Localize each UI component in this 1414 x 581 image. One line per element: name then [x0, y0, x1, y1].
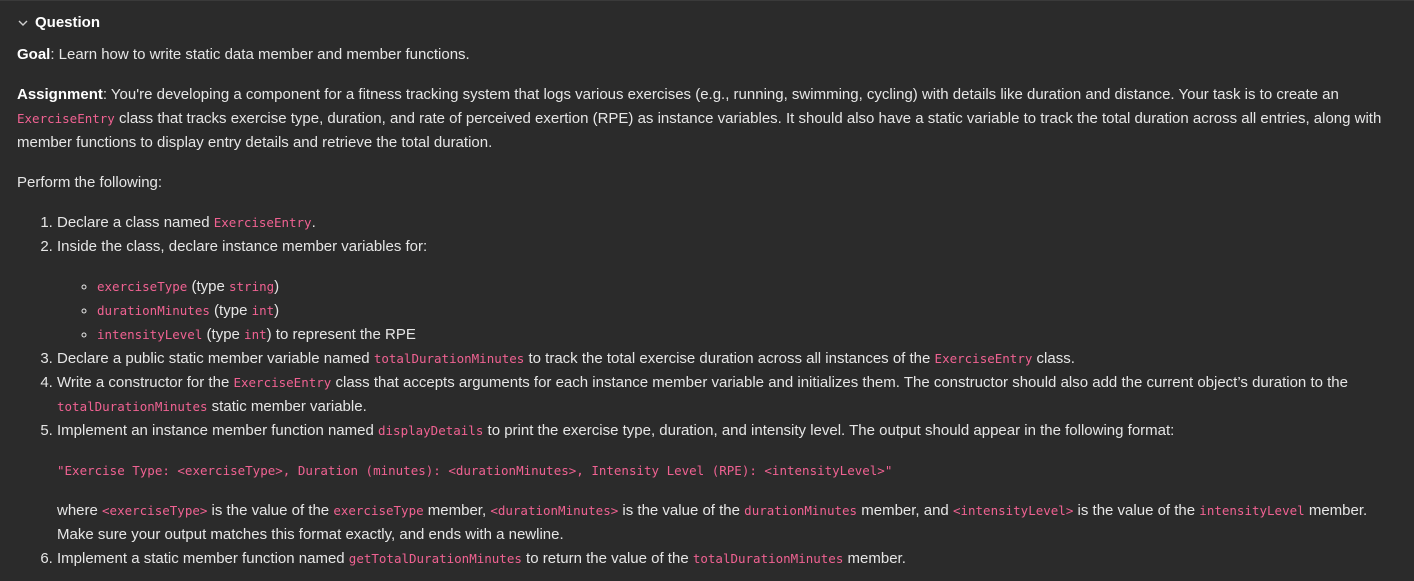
- code-member: intensityLevel: [1199, 503, 1305, 518]
- step-1: [57, 211, 1397, 235]
- step-text: ): [274, 278, 280, 295]
- code-class-name: ExerciseEntry: [934, 351, 1033, 366]
- code-placeholder: <exerciseType>: [102, 503, 208, 518]
- chevron-down-icon: [16, 16, 30, 30]
- step-text: member,: [423, 502, 491, 519]
- code-member: exerciseType: [333, 503, 424, 518]
- step-text: to print the exercise type, duration, and intensity level. The output should appear in the following format:: [483, 422, 1175, 439]
- question-content: [17, 43, 1397, 571]
- code-placeholder: <durationMinutes>: [490, 503, 619, 518]
- step-5: [57, 419, 1397, 547]
- question-toggle[interactable]: [16, 11, 100, 35]
- step-text: ) to represent the RPE: [266, 326, 416, 343]
- step-text: is the value of the: [207, 502, 334, 519]
- output-format: [57, 459, 1397, 483]
- step-text: .: [311, 214, 316, 231]
- step-4: [57, 371, 1397, 419]
- code-class-name: ExerciseEntry: [17, 111, 115, 126]
- code-member: totalDurationMinutes: [373, 351, 525, 366]
- goal-text: : Learn how to write static data member and member functions.: [50, 46, 470, 63]
- code-member: durationMinutes: [744, 503, 858, 518]
- step-6: [57, 547, 1397, 571]
- step-text: (type: [209, 302, 252, 319]
- steps-list: [17, 211, 1397, 571]
- assignment-text: : You're developing a component for a fitness tracking system that logs various exercises (e.g., running, swimming, cycling) with details like duration and distance. Your task is to create an: [102, 86, 1339, 103]
- step-text: member.: [843, 550, 906, 567]
- code-class-name: ExerciseEntry: [213, 215, 312, 230]
- step-2: [57, 235, 1397, 347]
- step-text: ): [274, 302, 280, 319]
- step-text: to track the total exercise duration across all instances of the: [524, 350, 935, 367]
- code-member: totalDurationMinutes: [692, 551, 844, 566]
- step-text: Declare a public static member variable named: [57, 350, 374, 367]
- output-format-code: "Exercise Type: <exerciseType>, Duration (minutes): <durationMinutes>, Intensity Level (RPE): <intensityLevel>": [57, 463, 893, 478]
- code-type: string: [229, 279, 275, 294]
- code-function: getTotalDurationMinutes: [348, 551, 522, 566]
- assignment-text: class that tracks exercise type, duration, and rate of perceived exertion (RPE) as instance variables. It should also have a static variable to track the total duration across all entries, along with member functions to display entry details and retrieve the total duration.: [17, 110, 1382, 151]
- step-text: is the value of the: [618, 502, 745, 519]
- step-text: class that accepts arguments for each instance member variable and initializes them. The constructor should also add the current object’s duration to the: [331, 374, 1348, 391]
- code-type: int: [244, 327, 267, 342]
- step-text: member, and: [857, 502, 953, 519]
- code-class-name: ExerciseEntry: [233, 375, 332, 390]
- step-text: to return the value of the: [521, 550, 693, 567]
- step-text: member. Make sure your output matches this format exactly, and ends with a newline.: [57, 502, 1368, 543]
- code-placeholder: <intensityLevel>: [952, 503, 1074, 518]
- step-text: Inside the class, declare instance member variables for:: [57, 238, 428, 255]
- member-variables-list: [57, 275, 1397, 347]
- code-type: int: [251, 303, 275, 318]
- code-function: displayDetails: [378, 423, 484, 438]
- step-text: Declare a class named: [57, 214, 214, 231]
- member-variable-item: [97, 323, 1397, 347]
- perform-heading: Perform the following:: [17, 174, 163, 191]
- code-member: exerciseType: [97, 279, 188, 294]
- step-text: (type: [187, 278, 229, 295]
- assignment-label: Assignment: [17, 86, 103, 103]
- code-member: durationMinutes: [97, 303, 210, 318]
- goal-paragraph: [17, 43, 1397, 67]
- step-text: static member variable.: [207, 398, 367, 415]
- goal-label: Goal: [17, 46, 51, 63]
- step-text: where: [57, 502, 103, 519]
- step-text: (type: [202, 326, 245, 343]
- step-text: class.: [1032, 350, 1075, 367]
- code-member: intensityLevel: [97, 327, 203, 342]
- member-variable-item: [97, 275, 1397, 299]
- step-text: Write a constructor for the: [57, 374, 234, 391]
- step-text: is the value of the: [1073, 502, 1200, 519]
- assignment-paragraph: [17, 83, 1397, 155]
- step-text: Implement a static member function named: [57, 550, 349, 567]
- step-3: [57, 347, 1397, 371]
- member-variable-item: [97, 299, 1397, 323]
- step-text: Implement an instance member function named: [57, 422, 378, 439]
- code-member: totalDurationMinutes: [57, 399, 208, 414]
- question-title: Question: [35, 14, 101, 31]
